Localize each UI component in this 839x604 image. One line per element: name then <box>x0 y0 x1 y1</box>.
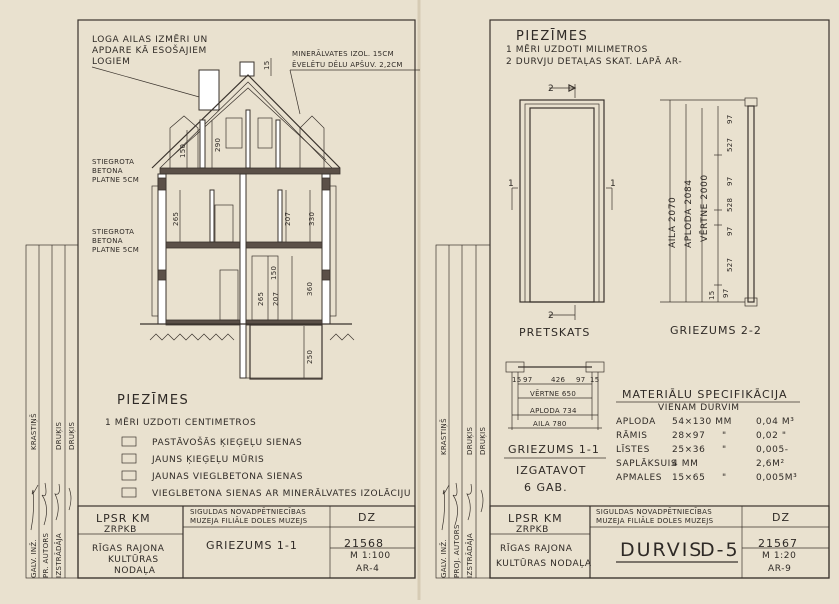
sig-role-r1: GALV. INŽ. <box>440 538 448 578</box>
sig-name-r1: KRASTIŅŠ <box>440 418 448 455</box>
tb-museum-1-left: SIGULDAS NOVADPĒTNIECĪBAS <box>190 508 306 516</box>
slab-note-a1: STIEGROTA <box>92 158 135 166</box>
quantity-label: 6 GAB. <box>524 481 568 494</box>
spec-row-4-name: SAPLĀKSUIS <box>616 459 678 469</box>
slab-note-a3: PLATNE 5CM <box>92 176 140 184</box>
dim-aila-2070: AILA 2070 <box>668 196 678 248</box>
tb-district-3-left: NODAĻA <box>114 566 156 576</box>
tb-district-1-right: RĪGAS RAJONA <box>500 544 573 554</box>
insulation-note-1: MINERĀLVATES IZOL. 15CM <box>292 50 394 58</box>
dim-97-a: 97 <box>726 114 734 124</box>
window-note-3: LOGIEM <box>92 57 131 67</box>
spec-title: MATERIĀLU SPECIFIKĀCIJA <box>622 388 788 401</box>
sig-role-3: IZSTRĀDĀJA <box>55 532 63 578</box>
spec-row-3-unit: " <box>722 445 727 455</box>
plan-dim-15-b: 15 <box>590 376 600 384</box>
plan-dim-426: 426 <box>551 376 566 384</box>
tb-sheet-title-right: DURVIS <box>620 539 704 561</box>
spec-row-2-qty: 0,02 " <box>756 431 787 441</box>
dim-207-lower: 207 <box>272 291 280 306</box>
tb-sheet-code-right: D-5 <box>700 539 740 561</box>
tb-org-left: LPSR KM <box>96 512 151 525</box>
plan-dim-97-b: 97 <box>576 376 586 384</box>
dim-97-c: 97 <box>726 226 734 236</box>
cut-mark-bottom: 2 <box>548 311 555 321</box>
insulation-note-2: ĒVELĒTU DĒLU APŠUV. 2,2CM <box>292 61 403 69</box>
dim-207-upper: 207 <box>284 211 292 226</box>
notes-title-right: PIEZĪMES <box>516 29 589 44</box>
tb-district-1-left: RĪGAS RAJONA <box>92 544 165 554</box>
dim-265-upper: 265 <box>172 211 180 226</box>
dim-vertne-2000: VĒRTNE 2000 <box>700 174 710 242</box>
slab-note-b3: PLATNE 5CM <box>92 246 140 254</box>
spec-subtitle: VIENAM DURVIM <box>658 403 740 413</box>
tb-sheet-title-left: GRIEZUMS 1-1 <box>206 539 298 552</box>
legend-item-insulated: VIEGLBETONA SIENAS AR MINERĀLVATES IZOLĀCIJU <box>152 489 412 499</box>
section-2-2-label: GRIEZUMS 2-2 <box>670 324 762 337</box>
spec-row-1-size: 54×130 MM <box>672 417 732 427</box>
dim-528: 528 <box>726 197 734 212</box>
dim-250: 250 <box>306 349 314 364</box>
dim-360: 360 <box>306 281 314 296</box>
spec-row-1-qty: 0,04 M³ <box>756 417 795 427</box>
window-note-1: LOGA AILAS IZMĒRI UN <box>92 35 208 45</box>
dim-aploda-2084: APLODA 2084 <box>684 179 694 248</box>
dim-265-lower: 265 <box>257 291 265 306</box>
front-view-label: PRETSKATS <box>519 326 591 339</box>
plan-section-label: GRIEZUMS 1-1 <box>508 443 600 456</box>
spec-row-2-size: 28×97 <box>672 431 706 441</box>
sig-name-1: KRASTIŅŠ <box>30 413 38 450</box>
slab-note-b1: STIEGROTA <box>92 228 135 236</box>
sig-name-2: DRUĶIS <box>55 421 63 450</box>
spec-row-4-qty: 2,6M² <box>756 459 785 469</box>
plan-dim-aploda: APLODA 734 <box>530 407 577 415</box>
plan-dim-97-a: 97 <box>523 376 533 384</box>
tb-sheet-right: AR-9 <box>768 564 792 574</box>
dim-527-a: 527 <box>726 137 734 152</box>
spec-row-2-unit: " <box>722 431 727 441</box>
sig-role-2: PR. AUTORS <box>42 532 50 578</box>
spec-row-5-size: 15×65 <box>672 473 706 483</box>
slab-note-a2: BETONA <box>92 167 123 175</box>
dim-97-b: 97 <box>726 176 734 186</box>
tb-dz-left: DZ <box>358 511 377 524</box>
notes-title-left: PIEZĪMES <box>117 393 190 408</box>
spec-row-3-qty: 0,005- <box>756 445 789 455</box>
spec-row-3-size: 25×36 <box>672 445 706 455</box>
legend-item-existing-brick: PASTĀVOŠĀS ĶIEĢEĻU SIENAS <box>152 438 303 448</box>
slab-note-b2: BETONA <box>92 237 123 245</box>
tb-org-right: LPSR KM <box>508 512 563 525</box>
tb-number-left: 21568 <box>344 537 384 550</box>
sig-name-r3: DRUĶIS <box>479 426 487 455</box>
sig-role-r2: PROJ. AUTORS <box>453 524 461 578</box>
dim-527-b: 527 <box>726 257 734 272</box>
dim-330: 330 <box>308 211 316 226</box>
dim-290: 290 <box>214 137 222 152</box>
plan-dim-aila: AILA 780 <box>533 420 567 428</box>
tb-museum-2-right: MUZEJA FILIĀLE DOLES MUZEJS <box>596 517 714 525</box>
notes-line-left: 1 MĒRI UZDOTI CENTIMETROS <box>105 418 257 428</box>
tb-district-2-right: KULTŪRAS NODAĻA <box>496 559 592 569</box>
tb-dz-right: DZ <box>772 511 791 524</box>
sig-role-1: GALV. INŽ. <box>30 538 38 578</box>
side-mark-right: 1 <box>610 179 617 189</box>
tb-org2-right: ZRPKB <box>516 525 549 535</box>
dim-15-right: 15 <box>708 290 716 300</box>
legend-item-new-brick: JAUNS ĶIEĢEĻU MŪRIS <box>152 455 265 465</box>
spec-row-5-name: APMALES <box>616 473 663 483</box>
plan-dim-vertne: VĒRTNE 650 <box>530 390 577 398</box>
spec-row-1-name: APLODA <box>616 417 656 427</box>
cut-mark-top: 2 <box>548 84 555 94</box>
notes-line-right-1: 1 MĒRI UZDOTI MILIMETROS <box>506 45 648 55</box>
tb-museum-1-right: SIGULDAS NOVADPĒTNIECĪBAS <box>596 508 712 516</box>
sig-name-r2: DRUĶIS <box>466 426 474 455</box>
dim-150: 150 <box>179 143 187 158</box>
notes-line-right-2: 2 DURVJU DETAĻAS SKAT. LAPĀ AR- <box>506 57 683 67</box>
spec-row-4-size: 4 MM <box>672 459 699 469</box>
tb-museum-2-left: MUZEJA FILIĀLE DOLES MUZEJS <box>190 517 308 525</box>
legend-item-new-lightweight: JAUNAS VIEGLBETONA SIENAS <box>152 472 304 482</box>
plan-dim-15-a: 15 <box>512 376 522 384</box>
tb-sheet-left: AR-4 <box>356 564 380 574</box>
spec-row-5-qty: 0,005M³ <box>756 473 798 483</box>
side-mark-left: 1 <box>508 179 515 189</box>
spec-row-3-name: LĪSTES <box>616 445 650 455</box>
dim-15: 15 <box>263 60 271 70</box>
tb-scale-right: M 1:20 <box>762 551 797 561</box>
tb-number-right: 21567 <box>758 537 798 550</box>
spec-row-5-unit: " <box>722 473 727 483</box>
make-label: IZGATAVOT <box>516 464 587 477</box>
tb-scale-left: M 1:100 <box>350 551 391 561</box>
window-note-2: APDARE KĀ ESOŠAJIEM <box>92 46 207 56</box>
spec-row-2-name: RĀMIS <box>616 431 648 441</box>
tb-district-2-left: KULTŪRAS <box>108 555 159 565</box>
dim-150-lower: 150 <box>270 265 278 280</box>
sig-name-3: DRUĶIS <box>68 421 76 450</box>
tb-org2-left: ZRPKB <box>104 525 137 535</box>
sig-role-r3: IZSTRĀDĀJA <box>466 532 474 578</box>
dim-97-d: 97 <box>722 288 730 298</box>
